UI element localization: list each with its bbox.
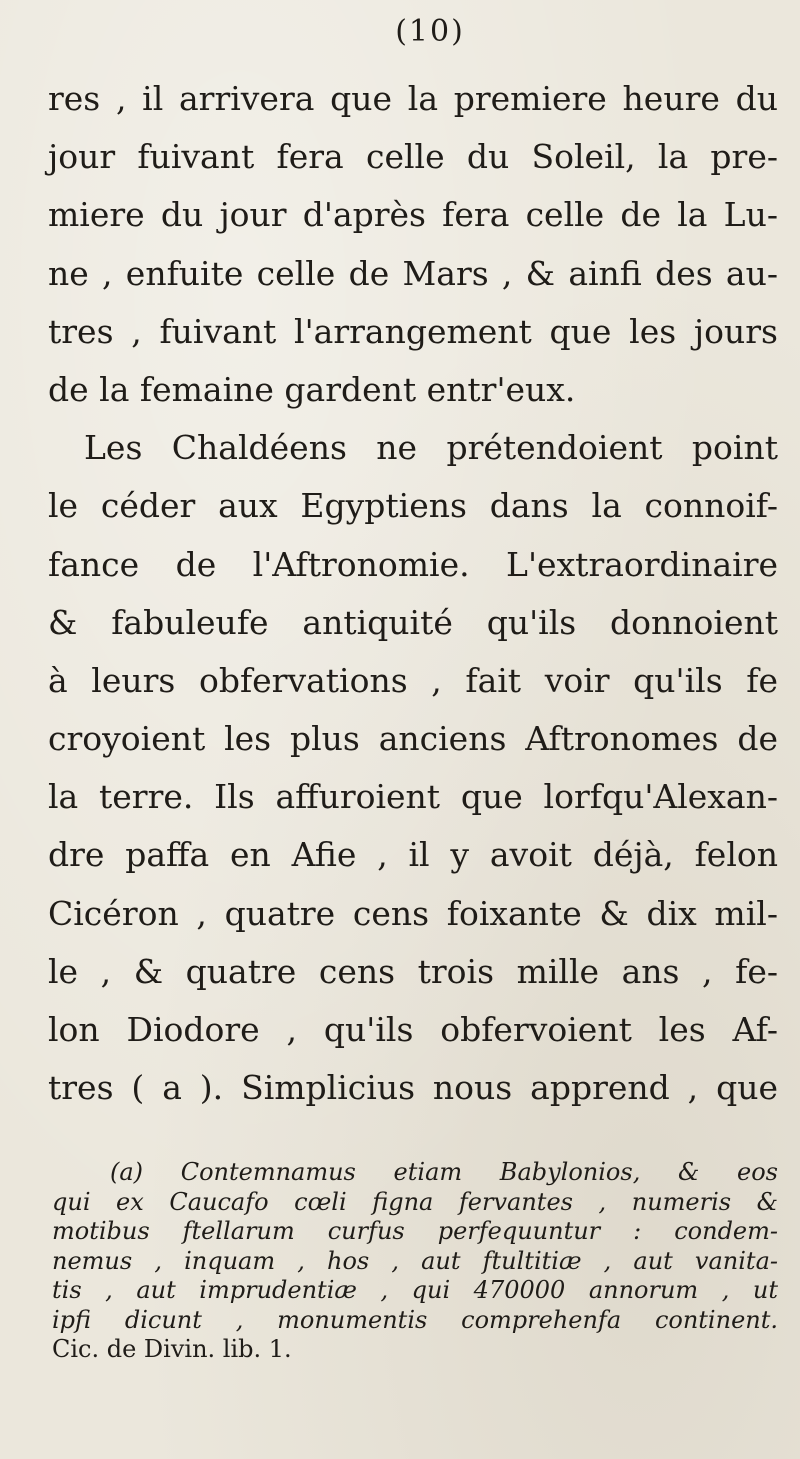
text-line: ne , enfuite celle de Mars , & ainfi des au- (48, 253, 778, 293)
footnote-line: (a) Contemnamus etiam Babylonios, & eos (110, 1158, 778, 1186)
text-line: miere du jour d'après fera celle de la Lu- (48, 195, 778, 235)
text-line: de la femaine gardent entr'eux. (48, 369, 576, 409)
footnote-line: motibus ftellarum curfus perfequuntur : condem- (52, 1217, 778, 1245)
footnote-line: tis , aut imprudentiæ , qui 470000 annorum , ut (52, 1276, 778, 1304)
text-line: le , & quatre cens trois mille ans , fe- (48, 951, 778, 991)
text-line: res , il arrivera que la premiere heure du (48, 79, 778, 118)
page-number: (10) (395, 14, 465, 49)
text-line: à leurs obfervations , fait voir qu'ils fe (48, 660, 778, 700)
text-line: Les Chaldéens ne prétendoient point (84, 428, 778, 468)
footnote (52, 1158, 778, 1365)
text-line: croyoient les plus anciens Aftronomes de (48, 719, 778, 759)
footnote-line: qui ex Caucafo cœli figna fervantes , numeris & (52, 1187, 778, 1216)
text-line: le céder aux Egyptiens dans la connoif- (48, 486, 778, 526)
footnote-line: nemus , inquam , hos , aut ftultitiæ , aut vanita- (52, 1246, 778, 1275)
text-line: & fabuleufe antiquité qu'ils donnoient (48, 602, 778, 642)
text-line: la terre. Ils affuroient que lorfqu'Alexan- (48, 777, 778, 817)
text-line: fance de l'Aftronomie. L'extraordinaire (48, 544, 778, 584)
text-line: dre paffa en Afie , il y avoit déjà, felon (48, 835, 778, 875)
text-line: Cicéron , quatre cens foixante & dix mil- (48, 893, 778, 933)
footnote-citation: Cic. de Divin. lib. 1. (52, 1335, 292, 1363)
text-line: lon Diodore , qu'ils obfervoient les Af- (48, 1010, 778, 1049)
text-line: tres , fuivant l'arrangement que les jours (48, 311, 778, 351)
text-line: tres ( a ). Simplicius nous apprend , que (48, 1068, 778, 1108)
footnote-line: ipfi dicunt , monumentis comprehenfa continent. (52, 1305, 778, 1334)
main-text (48, 70, 778, 1117)
text-line: jour fuivant fera celle du Soleil, la pre- (48, 137, 778, 177)
